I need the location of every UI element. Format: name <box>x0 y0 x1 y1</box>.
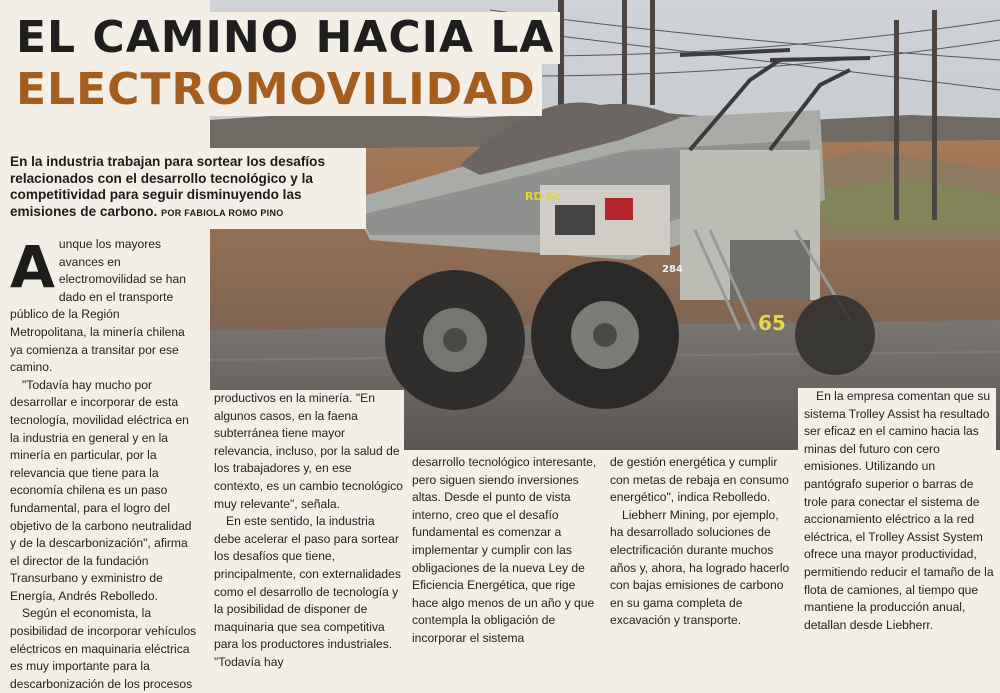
truck-number-side: 65 <box>758 311 786 335</box>
col3-paragraph-1: desarrollo tecnológico interesante, pero siguen siendo inversiones altas. Desde el punto de vista interno, creo que el desafío fundamental es comenzar a implementar y cumplir con las obligaciones de la nueva Ley de Eficiencia Energética, que rige hace algo menos de un año y que contempla la obligación de incorporar el sistema <box>412 455 597 645</box>
byline: POR FABIOLA ROMO PINO <box>161 207 284 218</box>
intro-lead <box>0 148 366 229</box>
article-column-1 <box>10 233 198 693</box>
article-column-4 <box>606 454 794 630</box>
headline-line-1: EL CAMINO HACIA LA <box>10 12 560 64</box>
article-column-3 <box>408 454 602 648</box>
intro-text: En la industria trabajan para sortear los desafíos relacionados con el desarrollo tecnológico y la competitividad para seguir disminuyendo las emisiones de carbono. <box>10 154 326 219</box>
col5-paragraph-1: En la empresa comentan que su sistema Trolley Assist ha resultado ser eficaz en el camino hacia las minas del futuro con cero emisiones. Utilizando un pantógrafo superior o barras de trole para conectar el sistema de accionamiento eléctrico a la red eléctrica, el Trolley Assist System ofrece una mayor productividad, permitiendo reducir el tamaño de la flota de camiones, al tiempo que mantiene la producción anual, detallan desde Liebherr. <box>804 389 994 632</box>
article-column-2 <box>210 390 404 672</box>
truck-number-front: 284 <box>662 264 683 275</box>
headline <box>10 12 560 116</box>
article-column-5 <box>798 388 996 634</box>
col4-paragraph-2: Liebherr Mining, por ejemplo, ha desarrollado soluciones de electrificación durante muchos años y, ahora, ha logrado hacerlo con bajas emisiones de carbono en su gama completa de excavación y transporte. <box>610 507 790 628</box>
col2-paragraph-2: En este sentido, la industria debe acelerar el paso para sortear los desafíos que tiene, principalmente, con externalidades como el desarrollo de tecnología y la posibilidad de disponer de maquinaria que sea competitiva para los productores industriales. "Todavía hay <box>214 514 401 669</box>
col1-paragraph-2: "Todavía hay mucho por desarrollar e incorporar de esta tecnología, movilidad eléctrica en la industria en general y en la minería en particular, por la relevancia que tiene para la economía chilena es un paso fundamental, para el logro del objetivo de la carbono neutralidad y de la descarbonización", afirma el director de la fundación Transurbano y exministro de Energía, Andrés Rebolledo. <box>10 377 192 603</box>
col4-paragraph-1: de gestión energética y cumplir con metas de rebaja en consumo energético", indica Rebolledo. <box>610 455 789 505</box>
col1-paragraph-1: unque los mayores avances en electromovilidad se han dado en el transporte público de la Región Metropolitana, la minería chilena ya comienza a transitar por ese camino. <box>10 237 186 375</box>
col2-paragraph-1: productivos en la minería. "En algunos casos, en la faena subterránea tiene mayor relevancia, incluso, por la salud de los trabajadores y, en ese contexto, es un cambio tecnológico muy relevante", señala. <box>214 391 403 511</box>
headline-line-2: ELECTROMOVILIDAD <box>10 64 542 116</box>
truck-badge: RD 6c <box>525 190 561 203</box>
col1-paragraph-3: Según el economista, la posibilidad de incorporar vehículos eléctricos en maquinaria eléctrica es muy importante para la descarbonización de los procesos <box>10 606 197 691</box>
drop-cap: A <box>10 233 55 301</box>
